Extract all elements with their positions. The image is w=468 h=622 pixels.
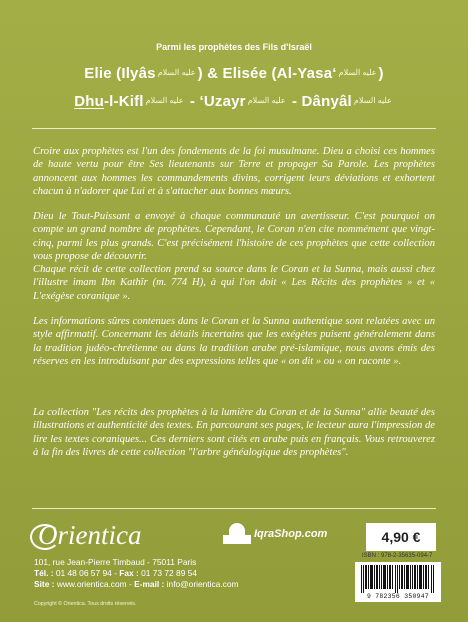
title-danyal: - Dânyâl bbox=[287, 93, 352, 110]
orientica-logo: Orientica bbox=[34, 520, 164, 550]
body-paragraph-5: La collection "Les récits des prophètes à la lumière du Coran et de la Sunna" allie beauté des illustrations et authenticité des textes. En parcourant ses pages, le lecteur aura l'impression de lire les textes coraniques... Ces derniers sont cités en arabe puis en français. Vous retrouverez à la fin des livres de cette collection "l'arbre généalogique des prophètes". bbox=[33, 407, 435, 459]
publisher-phone: Tél. : 01 48 06 57 94 - Fax : 01 73 72 89 54 bbox=[34, 568, 197, 578]
title-uzayr: - ‘Uzayr bbox=[185, 93, 246, 110]
body-paragraph-1: Croire aux prophètes est l'un des fondements de la foi musulmane. Dieu a choisi ces hommes de haute vertu pour être Ses lieutenants sur Terre et propager Sa Parole. Les prophètes annoncent aux hommes les commandements divins, corrigent leurs déviations et exhortent chacun à n'adorer que Lui et à s'attacher aux bonnes mœurs. bbox=[33, 146, 435, 198]
book-title-line-2 bbox=[0, 93, 468, 110]
book-title-line-1 bbox=[0, 65, 468, 82]
salutation-glyph: عليه السلام bbox=[353, 96, 392, 105]
barcode bbox=[355, 562, 441, 602]
body-paragraph-2: Dieu le Tout-Puissant a envoyé à chaque communauté un avertisseur. C'est pourquoi on compte un grand nombre de prophètes. Cependant, le Coran n'en cite nommément que vingt-cinq, parmi les plus grands. C'est précisément l'histoire de ces prophètes que cette collection vous propose de découvrir. bbox=[33, 211, 435, 263]
barcode-icon bbox=[361, 565, 435, 593]
title-elie: Elie (Ilyâs bbox=[84, 65, 156, 82]
title-kifl: -l-Kifl bbox=[103, 93, 144, 110]
title-elisee: ) & Elisée (Al-Yasa‘ bbox=[197, 65, 337, 82]
header-divider bbox=[32, 128, 436, 129]
salutation-glyph: عليه السلام bbox=[338, 68, 377, 77]
publisher-address: 101, rue Jean-Pierre Timbaud - 75011 Paris bbox=[34, 557, 197, 567]
salutation-glyph: عليه السلام bbox=[247, 96, 286, 105]
body-paragraph-3: Chaque récit de cette collection prend sa source dans le Coran et la Sunna, mais aussi chez l'illustre imam Ibn Kathîr (m. 774 H), à qui l'on doit « Les Récits des prophètes » et « L'exégèse coranique ». bbox=[33, 264, 435, 302]
body-paragraph-4: Les informations sûres contenues dans le Coran et la Sunna authentique sont relatées avec un style affirmatif. Concernant les détails incertains que les exégètes puisent généralement dans la tradition judéo-chrétienne ou dans la tradition arabe pré-islamique, nous avons émis des réserves en les introduisant par des expressions telles que « on dit » ou « on raconte ». bbox=[33, 316, 435, 368]
iqrashop-label: IqraShop.com bbox=[254, 528, 328, 540]
copyright-notice: Copyright © Orientica. Tous droits réservés. bbox=[34, 601, 137, 607]
series-subtitle: Parmi les prophètes des Fils d'Israël bbox=[156, 42, 312, 52]
price-tag: 4,90 € bbox=[366, 523, 436, 551]
publisher-web: Site : www.orientica.com - E-mail : info@orientica.com bbox=[34, 579, 239, 589]
title-dhu: Dhu bbox=[74, 93, 104, 110]
title-close: ) bbox=[378, 65, 384, 82]
barcode-number: 9 782356 350947 bbox=[366, 593, 430, 600]
isbn-label: ISBN : 978-2-35635-094-7 bbox=[362, 553, 433, 559]
iqrashop-logo bbox=[223, 523, 327, 545]
mosque-icon bbox=[223, 523, 251, 545]
salutation-glyph: عليه السلام bbox=[145, 96, 184, 105]
salutation-glyph: عليه السلام bbox=[157, 68, 196, 77]
footer-divider bbox=[32, 508, 436, 509]
